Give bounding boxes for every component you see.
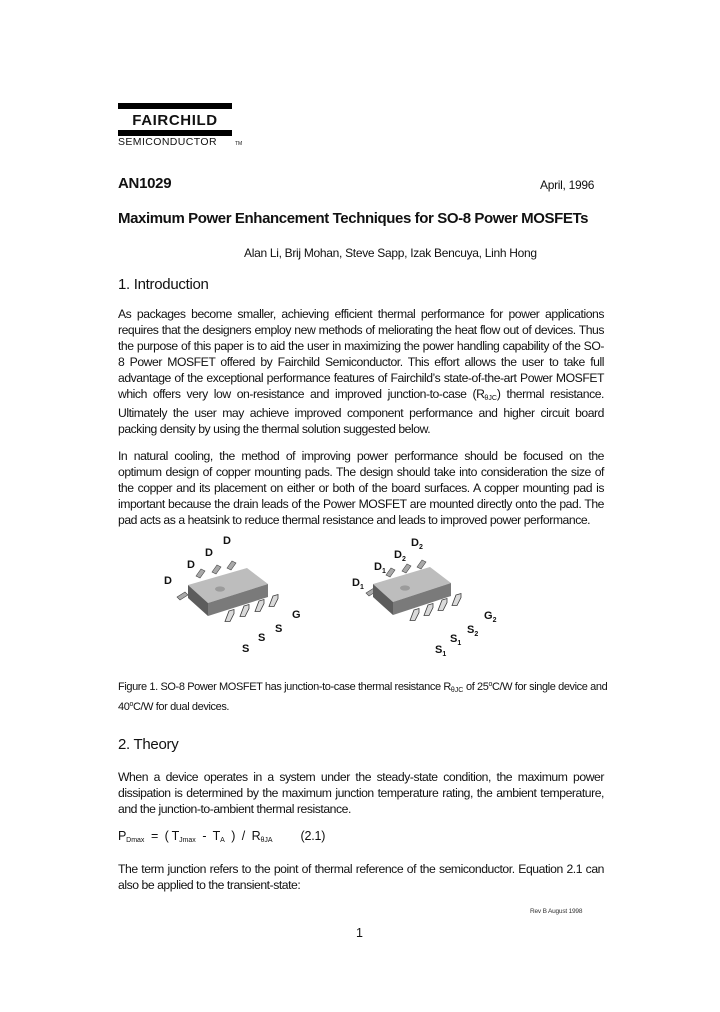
caption-after-2: C/W for dual devices.: [132, 701, 230, 713]
caption-before: Figure 1. SO-8 Power MOSFET has junction-to-case thermal resistance R: [118, 681, 451, 693]
dual-label-d1-outer: [352, 577, 364, 591]
page-number: 1: [356, 926, 363, 940]
logo-wordmark: FAIRCHILD: [132, 112, 218, 129]
single-label-s2: S: [258, 632, 266, 644]
eq-mid-3: ) / R: [224, 829, 261, 843]
caption-mid: of 25: [463, 681, 489, 693]
author-list: Alan Li, Brij Mohan, Steve Sapp, Izak Bencuya, Linh Hong: [244, 246, 537, 260]
dual-label-d1-outer-index: 1: [359, 584, 364, 591]
single-lead-back-1: [177, 592, 188, 600]
dual-label-s1-inner: [450, 633, 461, 647]
theory-paragraph-1: When a device operates in a system under the steady-state condition, the maximum power dissipation is determined by the maximum junction temperature rating, the ambient temperature, and the junction-to-ambient thermal resistance.: [118, 770, 604, 816]
single-pin1-marker: [215, 586, 225, 591]
single-label-d3: D: [205, 547, 213, 559]
section-heading-introduction: 1. Introduction: [118, 276, 209, 293]
single-label-d2: D: [187, 559, 195, 571]
intro-p1-subscript: θJC: [484, 394, 497, 402]
dual-lead-front-2: [424, 604, 433, 616]
document-number: AN1029: [118, 175, 172, 192]
eq-p-sub: Dmax: [126, 837, 145, 844]
single-label-s1: S: [242, 643, 250, 655]
dual-lead-front-4: [452, 594, 461, 606]
intro-paragraph-1: [118, 307, 604, 438]
single-lead-front-1: [225, 610, 234, 622]
caption-degree-2: o: [129, 701, 133, 708]
dual-label-d2-inner-letter: D: [394, 549, 402, 561]
single-lead-front-2: [240, 605, 249, 617]
dual-label-d2-inner-index: 2: [401, 556, 406, 563]
dual-label-s2-index: 2: [474, 631, 479, 638]
dual-label-g2-letter: G: [484, 610, 493, 622]
caption-after-1: C/W for single device and 40: [118, 681, 608, 713]
single-label-g: G: [292, 609, 301, 621]
dual-label-s1-outer-letter: S: [435, 644, 443, 656]
single-lead-back-2: [196, 569, 205, 578]
dual-label-g2: [484, 610, 497, 624]
dual-label-s1-inner-letter: S: [450, 633, 458, 645]
caption-subscript: θJC: [450, 687, 464, 694]
dual-lead-back-2: [386, 568, 395, 577]
dual-label-d1-inner-letter: D: [374, 561, 382, 573]
dual-label-g2-index: 2: [492, 617, 497, 624]
single-label-s3: S: [275, 623, 283, 635]
dual-label-d1-inner-index: 1: [381, 568, 386, 575]
logo-subtitle: SEMICONDUCTOR: [118, 136, 217, 148]
dual-label-s2-letter: S: [467, 624, 475, 636]
caption-degree-1: o: [488, 681, 492, 688]
dual-label-d2-outer: [411, 537, 423, 551]
single-lead-front-3: [255, 600, 264, 612]
intro-paragraph-2: In natural cooling, the method of improving power performance should be focused on the optimum design of copper mounting pads. The design should take into consideration the size of the copper and its placement on either or both of the board surfaces. A copper mounting pad is important because the drain leads of the Power MOSFET are mounted directly onto the pad. The pad acts as a heatsink to reduce thermal resistance and leads to improved power performance.: [118, 449, 604, 527]
logo-bar-top: [118, 103, 232, 109]
eq-mid-2: - T: [195, 829, 221, 843]
eq-number: (2.1): [300, 829, 326, 843]
figure-so8-packages: [160, 528, 520, 658]
intro-p1-before: As packages become smaller, achieving efficient thermal performance for power applications requires that the designers employ new methods of meliorating the heat flow out of devices. Thus the purpose of this paper is to aid the user in maximizing the power handling capability of the SO-8 Power MOSFET offered by Fairchild Semiconductor. This effort allows the user to take full advantage of the exceptional performance features of Fairchild’s state-of-the-art Power MOSFET which offers very low on-resistance and improved junction-to-case (R: [118, 307, 604, 401]
dual-device-package: [352, 537, 497, 658]
equation-2-1: [118, 829, 325, 844]
document-date: April, 1996: [540, 178, 595, 192]
eq-a-sub: A: [220, 837, 225, 844]
section-heading-theory: 2. Theory: [118, 736, 179, 753]
single-lead-back-4: [227, 561, 236, 570]
logo-trademark: TM: [235, 141, 243, 147]
single-lead-back-3: [212, 565, 221, 574]
dual-label-s1-outer: [435, 644, 446, 658]
dual-label-s2: [467, 624, 478, 638]
figure-1-caption: [118, 678, 608, 714]
eq-r-sub: θJA: [260, 837, 273, 844]
single-device-package: [164, 535, 301, 655]
single-label-d1: D: [164, 575, 172, 587]
dual-label-d2-inner: [394, 549, 406, 563]
dual-label-d2-outer-letter: D: [411, 537, 419, 549]
document-title: Maximum Power Enhancement Techniques for SO-8 Power MOSFETs: [118, 210, 589, 227]
eq-t-sub: Jmax: [179, 837, 196, 844]
intro-p1-after: ) thermal resistance. Ultimately the user may achieve improved component performance and higher circuit board packing density by using the thermal solution suggested below.: [118, 386, 604, 437]
dual-lead-back-4: [417, 560, 426, 569]
dual-pin1-marker: [400, 585, 410, 590]
dual-lead-back-3: [402, 564, 411, 573]
dual-label-d2-outer-index: 2: [418, 544, 423, 551]
theory-paragraph-2: The term junction refers to the point of thermal reference of the semiconductor. Equation 2.1 can also be applied to the transient-state:: [118, 862, 604, 892]
single-lead-front-4: [269, 595, 278, 607]
eq-p: P: [118, 829, 127, 843]
dual-label-d1-inner: [374, 561, 386, 575]
dual-label-s1-inner-index: 1: [457, 640, 462, 647]
dual-lead-front-3: [438, 599, 447, 611]
dual-label-d1-outer-letter: D: [352, 577, 360, 589]
dual-label-s1-outer-index: 1: [442, 651, 447, 658]
single-label-d4: D: [223, 535, 231, 547]
eq-mid-1: = ( T: [144, 829, 180, 843]
dual-lead-front-1: [410, 609, 419, 621]
revision-note: Rev B August 1998: [530, 908, 583, 915]
